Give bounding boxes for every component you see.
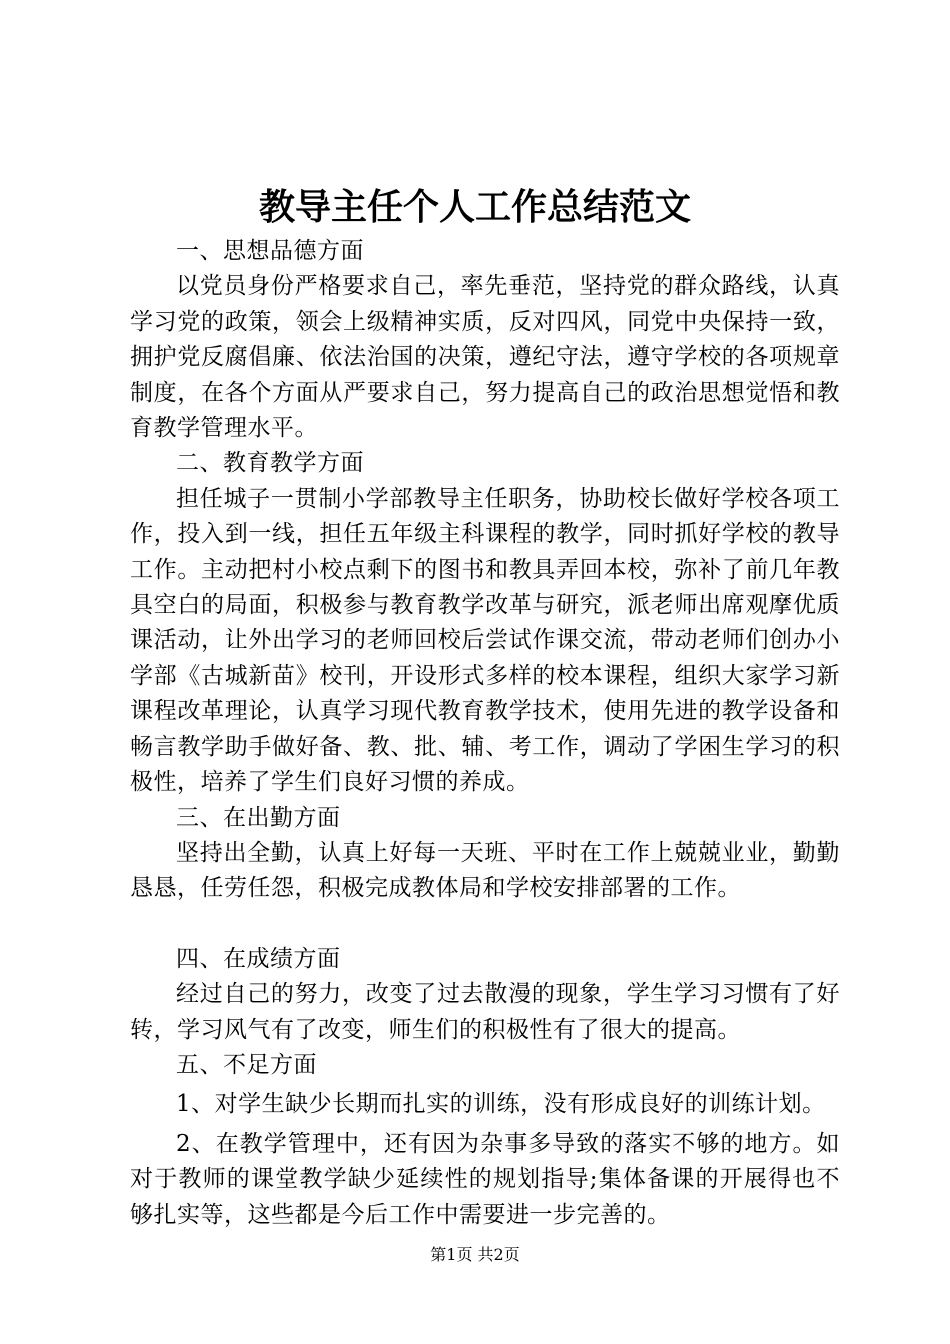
shortcoming-item-1: 1、对学生缺少长期而扎实的训练，没有形成良好的训练计划。: [176, 1091, 826, 1118]
section-paragraph-ideology: 以党员身份严格要求自己，率先垂范，坚持党的群众路线，认真学习党的政策，领会上级精神实质，反对四风，同党中央保持一致，拥护党反腐倡廉、依法治国的决策，遵纪守法，遵守学校的各项规章制度，在各个方面从严要求自己，努力提高自己的政治思想觉悟和教育教学管理水平。: [130, 273, 840, 442]
section-heading-ideology: 一、思想品德方面: [176, 238, 364, 264]
section-paragraph-teaching: 担任城子一贯制小学部教导主任职务，协助校长做好学校各项工作，投入到一线，担任五年级主科课程的教学，同时抓好学校的教导工作。主动把村小校点剩下的图书和教具弄回本校，弥补了前几年教具空白的局面，积极参与教育教学改革与研究，派老师出席观摩优质课活动，让外出学习的老师回校后尝试作课交流，带动老师们创办小学部《古城新苗》校刊，开设形式多样的校本课程，组织大家学习新课程改革理论，认真学习现代教育教学技术，使用先进的教学设备和畅言教学助手做好备、教、批、辅、考工作，调动了学困生学习的积极性，培养了学生们良好习惯的养成。: [130, 485, 840, 796]
section-paragraph-results: 经过自己的努力，改变了过去散漫的现象，学生学习习惯有了好转，学习风气有了改变，师生们的积极性有了很大的提高。: [130, 981, 840, 1043]
section-heading-shortcomings: 五、不足方面: [176, 1051, 317, 1078]
paragraph-spacer: [130, 907, 840, 942]
section-heading-teaching: 二、教育教学方面: [176, 450, 364, 477]
section-heading-results: 四、在成绩方面: [176, 945, 341, 972]
shortcoming-item-2: 2、在教学管理中，还有因为杂事多导致的落实不够的地方。如对于教师的课堂教学缺少延续性的规划指导;集体备课的开展得也不够扎实等，这些都是今后工作中需要进一步完善的。: [130, 1130, 840, 1228]
document-body: [130, 234, 840, 1233]
section-heading-attendance: 三、在出勤方面: [176, 804, 341, 831]
page-footer: 第1页 共2页: [430, 1245, 520, 1264]
section-paragraph-attendance: 坚持出全勤，认真上好每一天班、平时在工作上兢兢业业，勤勤恳恳，任劳任怨，积极完成教体局和学校安排部署的工作。: [130, 839, 840, 902]
document-title: 教导主任个人工作总结范文: [258, 187, 691, 228]
